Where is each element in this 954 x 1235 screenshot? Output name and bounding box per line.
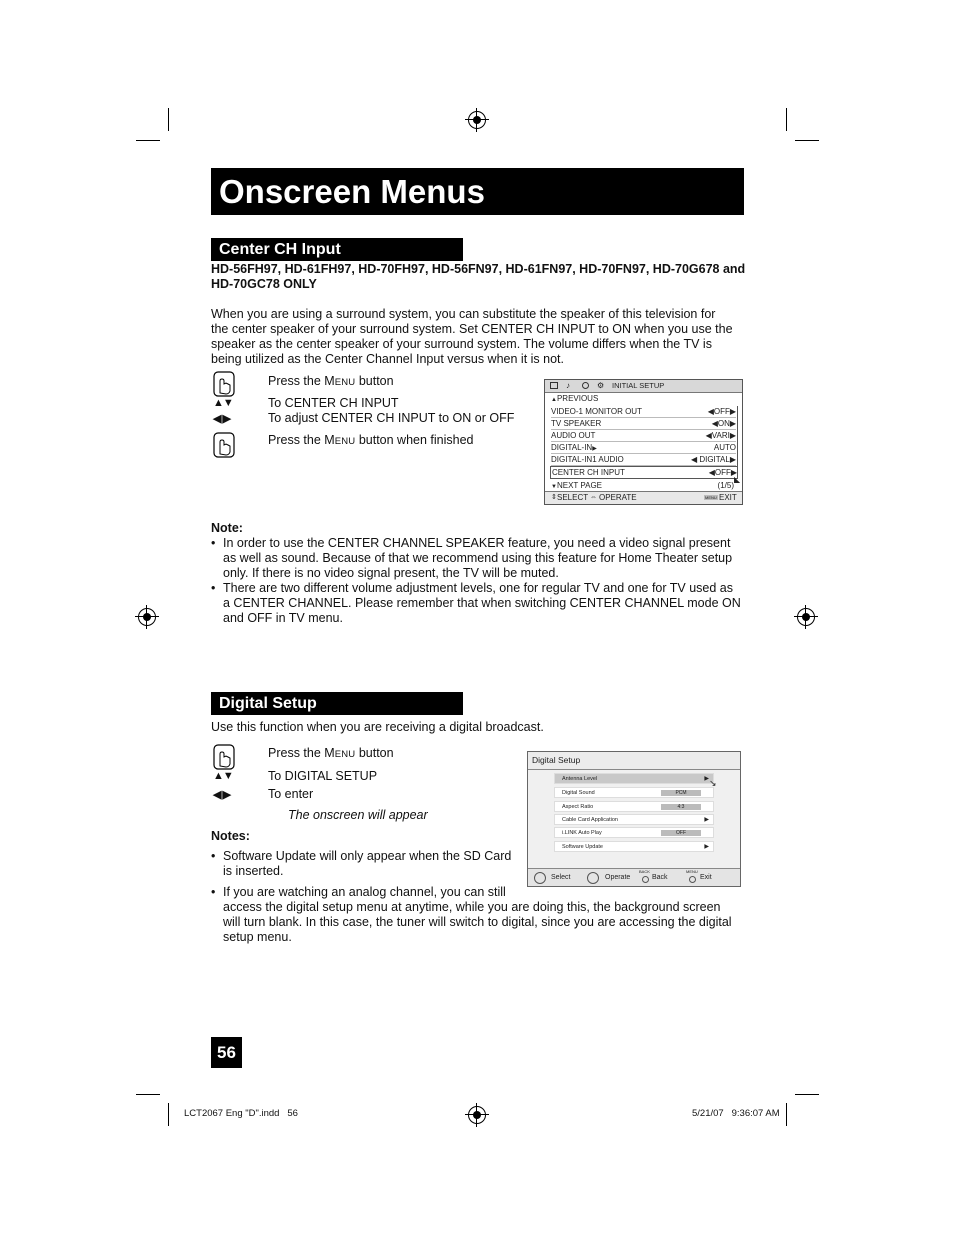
text-line: • In order to use the CENTER CHANNEL SPEAKER feature, you need a video signal present — [223, 536, 731, 550]
menu-row-label: AUDIO OUT — [551, 431, 596, 440]
footer-exit: EXIT — [719, 493, 737, 502]
previous-label: PREVIOUS — [556, 394, 599, 403]
menu-row-value: 4:3 — [661, 804, 701, 810]
menu-row-value: ◀ DIGITAL▶ — [690, 455, 736, 464]
menu-row-label: VIDEO-1 MONITOR OUT — [551, 407, 642, 416]
text-line: will turn blank. In this case, the tuner will switch to digital, since you are accessing the digital — [223, 915, 732, 929]
menu-row-label: i.LINK Auto Play — [562, 830, 602, 836]
chevron-right-icon: ▶ — [704, 817, 709, 823]
section-heading-center-ch-input: Center CH Input — [211, 238, 463, 261]
footer-file-info: LCT2067 Eng "D".indd 56 — [184, 1108, 298, 1119]
menu-row-cable-card-application[interactable] — [554, 814, 714, 825]
step-enter: To enter — [268, 787, 314, 801]
next-page-label: NEXT PAGE — [556, 481, 603, 490]
registration-mark-icon — [468, 111, 486, 129]
intro-paragraph — [211, 307, 751, 367]
menu-key-icon: MENU — [705, 495, 717, 500]
menu-row-value-text: DIGITAL — [699, 455, 730, 464]
menu-row-audio-out[interactable] — [551, 430, 736, 442]
text-line: When you are using a surround system, you can substitute the speaker of this television for — [211, 307, 716, 321]
step-text: Press the M — [268, 433, 335, 447]
text-line: a CENTER CHANNEL. Please remember that when switching CENTER CHANNEL mode ON — [223, 596, 741, 610]
clock-tab-icon — [582, 382, 589, 389]
menu-footer — [528, 868, 740, 886]
step-select-item: To CENTER CH INPUT — [268, 396, 399, 410]
menu-title: INITIAL SETUP — [612, 381, 665, 390]
note-item — [211, 581, 756, 626]
menu-row-value: PCM — [661, 790, 701, 796]
step-press-menu-finished — [268, 433, 474, 449]
step-adjust-item: To adjust CENTER CH INPUT to ON or OFF — [268, 411, 515, 425]
text-line: being utilized as the Center Channel Input versus when it is not. — [211, 352, 564, 366]
next-page-item[interactable]: ▼NEXT PAGE — [551, 481, 603, 490]
menu-row-value-text: VARI — [711, 431, 730, 440]
footer-select: SELECT — [557, 493, 589, 502]
menu-row-digital-sound[interactable] — [554, 787, 714, 798]
picture-tab-icon — [550, 382, 558, 389]
crop-mark — [786, 108, 787, 131]
menu-row-value: ◀VARI▶ — [705, 431, 736, 440]
digital-setup-intro: Use this function when you are receiving a digital broadcast. — [211, 720, 544, 734]
page-number: 56 — [211, 1037, 242, 1068]
crop-mark — [795, 1094, 819, 1095]
text-line: setup menu. — [223, 930, 292, 944]
registration-mark-icon — [138, 608, 156, 626]
left-right-arrows-icon: ◀ ▶ — [213, 413, 230, 425]
menu-button-icon — [689, 876, 696, 883]
menu-row-digital-in1-audio[interactable] — [551, 454, 736, 466]
text-line: • There are two different volume adjustment levels, one for regular TV and one for TV used as — [223, 581, 734, 595]
crop-mark — [136, 1094, 160, 1095]
scrollbar[interactable] — [737, 406, 738, 476]
menu-row-value-text: ON — [717, 419, 730, 428]
up-down-arrows-icon: ▲▼ — [213, 770, 233, 782]
text-line: • If you are watching an analog channel, you can still — [223, 885, 506, 899]
menu-row-aspect-ratio[interactable] — [554, 801, 714, 812]
onscreen-appear-note: The onscreen will appear — [288, 808, 428, 822]
note-item — [211, 885, 756, 945]
back-key-label: BACK — [639, 869, 650, 874]
text-line: the center speaker of your surround system. Set CENTER CH INPUT to ON when you use the — [211, 322, 733, 336]
audio-tab-icon: ♪ — [566, 381, 570, 390]
model-list — [211, 262, 751, 292]
cursor-icon: ◣ — [734, 475, 741, 484]
menu-row-value: OFF — [661, 830, 701, 836]
hand-press-icon — [213, 371, 235, 397]
left-right-arrows-icon: ◀ ▶ — [213, 789, 230, 801]
menu-row-label: Cable Card Application — [562, 817, 618, 823]
menu-footer — [545, 491, 742, 504]
menu-row-label: Aspect Ratio — [562, 804, 594, 810]
text-line: as well as sound. Because of that we recommend using this feature for Home Theater setup — [223, 551, 733, 565]
footer-operate: OPERATE — [599, 493, 637, 502]
text-line: speaker as the center speaker of your surround system. The volume differs when the TV is — [211, 337, 712, 351]
page-indicator: (1/5) — [717, 481, 734, 490]
step-text: button — [355, 374, 394, 388]
crop-mark — [168, 108, 169, 131]
note-list — [211, 536, 756, 626]
menu-row-tv-speaker[interactable] — [551, 418, 736, 430]
up-down-arrows-icon: ▲▼ — [213, 397, 233, 409]
step-text: button — [355, 746, 394, 760]
menu-row-value: ◀ON▶ — [711, 419, 736, 428]
previous-item[interactable]: ▲PREVIOUS — [551, 394, 599, 403]
menu-row-value-text: AUTO — [713, 443, 736, 452]
model-list-line: HD-70GC78 ONLY — [211, 277, 317, 291]
menu-row-label: TV SPEAKER — [551, 419, 602, 428]
menu-row-label: DIGITAL-IN1 AUDIO — [551, 455, 624, 464]
menu-row-antenna-level[interactable] — [554, 773, 714, 784]
note-heading: Note: — [211, 521, 243, 535]
registration-mark-icon — [468, 1106, 486, 1124]
hand-press-icon — [213, 744, 235, 770]
menu-row-ilink-auto-play[interactable] — [554, 827, 714, 838]
registration-mark-icon — [797, 608, 815, 626]
menu-row-label: DIGITAL-IN — [551, 443, 593, 452]
step-text-smallcaps: ENU — [334, 436, 356, 447]
menu-row-software-update[interactable] — [554, 841, 714, 852]
menu-row-value-text: OFF — [713, 407, 730, 416]
text-line: • Software Update will only appear when the SD Card — [223, 849, 512, 863]
back-button-icon — [642, 876, 649, 883]
menu-row-value: ◀OFF▶ — [708, 468, 737, 477]
menu-row-value-text: OFF — [714, 468, 731, 477]
text-line: only. If there is no video signal present, the TV will be muted. — [223, 566, 559, 580]
initial-setup-menu — [544, 379, 743, 505]
menu-row-value: ◀OFF▶ — [707, 407, 736, 416]
menu-row-label: Software Update — [562, 844, 603, 850]
chevron-right-icon: ▶ — [704, 776, 709, 782]
digital-setup-menu — [527, 751, 741, 887]
note-item — [211, 849, 531, 879]
section-heading-digital-setup: Digital Setup — [211, 692, 463, 715]
text-line: access the digital setup menu at anytime, while you are doing this, the background screen — [223, 900, 721, 914]
menu-row-center-ch-input[interactable] — [550, 466, 738, 479]
step-press-menu — [268, 374, 394, 390]
menu-header — [545, 380, 742, 393]
footer-operate: Operate — [605, 874, 631, 881]
notes-heading: Notes: — [211, 829, 250, 843]
hand-press-icon — [213, 432, 235, 458]
notes-list-1 — [211, 849, 531, 879]
step-text-smallcaps: ENU — [334, 749, 356, 760]
menu-key-label: MENU — [686, 869, 698, 874]
text-line: and OFF in TV menu. — [223, 611, 343, 625]
menu-row-label: CENTER CH INPUT — [552, 468, 625, 477]
page-title: Onscreen Menus — [211, 168, 744, 215]
step-text: Press the M — [268, 746, 335, 760]
left-right-icon: ⇔ — [590, 494, 597, 501]
menu-title: Digital Setup — [528, 752, 740, 770]
chevron-right-icon: ▶ — [704, 844, 709, 850]
crop-mark — [168, 1103, 169, 1126]
setup-tab-icon: ⚙ — [597, 381, 605, 390]
menu-row-label: Digital Sound — [562, 790, 595, 796]
footer-exit: Exit — [700, 874, 712, 881]
text-line: is inserted. — [223, 864, 284, 878]
footer-timestamp: 5/21/07 9:36:07 AM — [692, 1108, 780, 1119]
model-list-line: HD-56FH97, HD-61FH97, HD-70FH97, HD-56FN97, HD-61FN97, HD-70FN97, HD-70G678 and — [211, 262, 746, 276]
crop-mark — [786, 1103, 787, 1126]
step-text: button when finished — [355, 433, 474, 447]
crop-mark — [136, 140, 160, 141]
crop-mark — [795, 140, 819, 141]
footer-back: Back — [652, 874, 668, 881]
step-text-smallcaps: ENU — [334, 377, 356, 388]
up-down-icon: ⇕ — [551, 494, 557, 501]
notes-list-2 — [211, 885, 756, 945]
footer-select: Select — [551, 874, 571, 881]
menu-row-digital-in[interactable]: DIGITAL-IN▶ AUTO — [551, 443, 736, 452]
step-select-digital-setup: To DIGITAL SETUP — [268, 769, 378, 783]
menu-row-video1-monitor-out[interactable] — [551, 406, 736, 418]
select-dpad-icon — [534, 872, 546, 884]
cursor-icon: ↘ — [709, 778, 717, 788]
note-item — [211, 536, 756, 581]
menu-row-label: Antenna Level — [562, 776, 598, 782]
step-press-menu — [268, 746, 394, 762]
operate-dpad-icon — [587, 872, 599, 884]
step-text: Press the M — [268, 374, 335, 388]
